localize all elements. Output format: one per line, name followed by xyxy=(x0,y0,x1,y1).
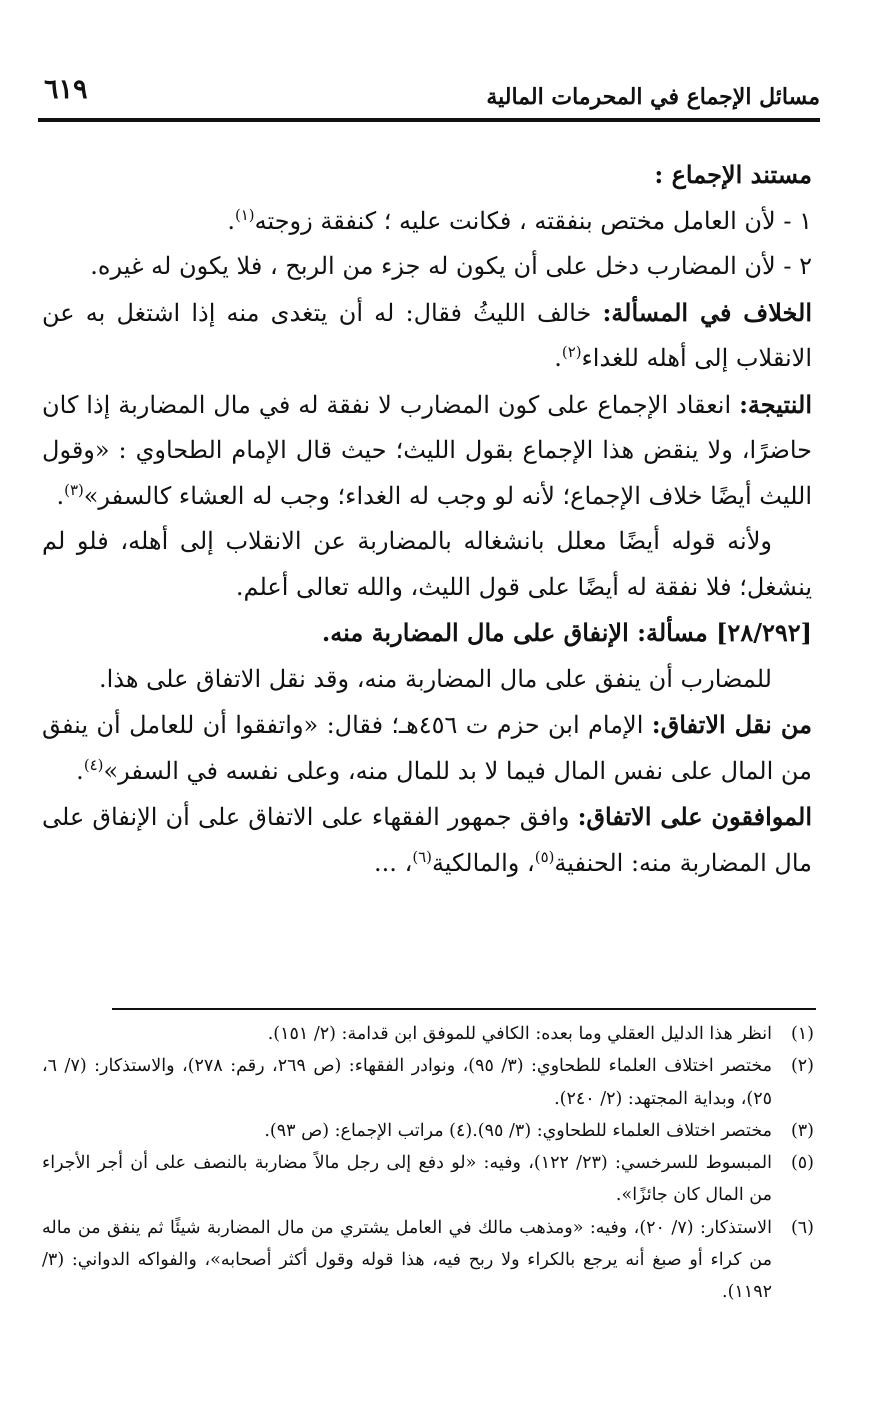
issue-heading xyxy=(42,610,812,657)
footnote-text: مختصر اختلاف العلماء للطحاوي: (٣/ ٩٥).(٤) مراتب الإجماع: (ص ٩٣). xyxy=(264,1120,772,1141)
footnote-text: المبسوط للسرخسي: (٢٣/ ١٢٢)، وفيه: «لو دفع إلى رجل مالاً مضاربة بالنصف على أن أجر الأجراء من المال كان جائزًا». xyxy=(42,1153,773,1206)
footnote-ref-1[interactable]: (١) xyxy=(234,205,255,224)
issue-statement: للمضارب أن ينفق على مال المضاربة منه، وقد نقل الاتفاق على هذا. xyxy=(98,664,772,693)
agreeing-scholars-paragraph: الموافقون على الاتفاق: وافق جمهور الفقهاء على الاتفاق على أن الإنفاق على مال المضاربة منه: الحنفية$^{(٥)}$، والمالكية$^{(٦)}$، ... xyxy=(42,802,812,877)
result-label: النتيجة: xyxy=(739,389,812,419)
footnote-text: انظر هذا الدليل العقلي وما بعده: الكافي للموفق ابن قدامة: (٢/ ١٥١). xyxy=(267,1024,772,1044)
footnote-2 xyxy=(42,1050,814,1115)
footnote-ref-6[interactable]: (٦) xyxy=(412,847,432,866)
footnote-text: الاستذكار: (٧/ ٢٠)، وفيه: «ومذهب مالك في العامل يشتري من مال المضاربة شيئًا ثم ينفق من ماله من كراء أو صبغ أنه يرجع بالكراء ولا ربح فيه، هذا قوله وقول أكثر أصحابه»، والفواكه الدواني: (٣/ ١١٩٢). xyxy=(42,1217,772,1303)
footnote-number: (٣) xyxy=(790,1120,814,1141)
footnote-text: مختصر اختلاف العلماء للطحاوي: (٣/ ٩٥)، ونوادر الفقهاء: (ص ٢٦٩، رقم: ٢٧٨)، والاستذكار: (٧/ ٦، ٢٥)، وبداية المجتهد: (٢/ ٢٤٠). xyxy=(42,1056,773,1109)
dispute-label: الخلاف في المسألة: xyxy=(602,297,812,327)
footnote-6 xyxy=(42,1212,814,1309)
consensus-source-label: من نقل الاتفاق: xyxy=(651,710,812,739)
agreeing-label: الموافقون على الاتفاق: xyxy=(577,802,812,831)
header-rule xyxy=(38,118,820,122)
footnote-number: (٢) xyxy=(790,1056,814,1077)
dispute-paragraph: الخلاف في المسألة: خالف الليثُ فقال: له أن يتغدى منه إذا اشتغل به عن الانقلاب إلى أهله للغداء$^{(٢)}$. xyxy=(42,297,812,372)
heading-text: مستند الإجماع : xyxy=(654,160,812,189)
running-title: مسائل الإجماع في المحرمات المالية xyxy=(486,84,820,110)
result-paragraph: النتيجة: انعقاد الإجماع على كون المضارب لا نفقة له في مال المضاربة إذا كان حاضرًا، ولا ينقض هذا الإجماع بقول الليث؛ حيث قال الإمام الطحاوي : «وقول الليث أيضًا خلاف الإجماع؛ لأنه لو وجب له الغداء؛ وجب له العشاء كالسفر»$^{(٣)}$. xyxy=(42,389,812,510)
footnote-number: (١) xyxy=(790,1024,814,1044)
footnote-5 xyxy=(42,1147,814,1212)
page-number: ٦١٩ xyxy=(44,74,88,105)
footnote-ref-5[interactable]: (٥) xyxy=(534,847,555,866)
footnotes xyxy=(42,1018,814,1309)
footnote-1 xyxy=(42,1018,814,1050)
reasoning-paragraph: ولأنه قوله أيضًا معلل بانشغاله بالمضاربة عن الانقلاب إلى أهله، فلو لم ينشغل؛ فلا نفقة له أيضًا على قول الليث، والله تعالى أعلم. xyxy=(42,527,812,601)
footnote-ref-3[interactable]: (٣) xyxy=(64,480,84,499)
running-header xyxy=(38,72,820,118)
footnote-number: (٥) xyxy=(790,1153,814,1174)
footnote-ref-4[interactable]: (٤) xyxy=(83,755,104,774)
point-2: ٢ - لأن المضارب دخل على أن يكون له جزء من الربح ، فلا يكون له غيره. xyxy=(90,252,812,280)
footnote-ref-2[interactable]: (٢) xyxy=(561,343,582,361)
footnote-3-4 xyxy=(42,1115,814,1147)
consensus-source-paragraph: من نقل الاتفاق: الإمام ابن حزم ت ٤٥٦هـ؛ فقال: «واتفقوا أن للعامل أن ينفق من المال على نفس المال فيما لا بد للمال منه، وعلى نفسه في السفر»$^{(٤)}$. xyxy=(42,710,812,785)
main-text xyxy=(42,152,812,886)
section-heading-basis xyxy=(42,152,812,199)
footnote-rule xyxy=(112,1008,816,1010)
point-1: ١ - لأن العامل مختص بنفقته ، فكانت عليه ؛ كنفقة زوجته$^{(١)}$. xyxy=(227,205,812,235)
issue-title: [٢٨/٢٩٢] مسألة: الإنفاق على مال المضاربة منه. xyxy=(321,618,812,647)
footnote-number: (٦) xyxy=(790,1217,814,1238)
